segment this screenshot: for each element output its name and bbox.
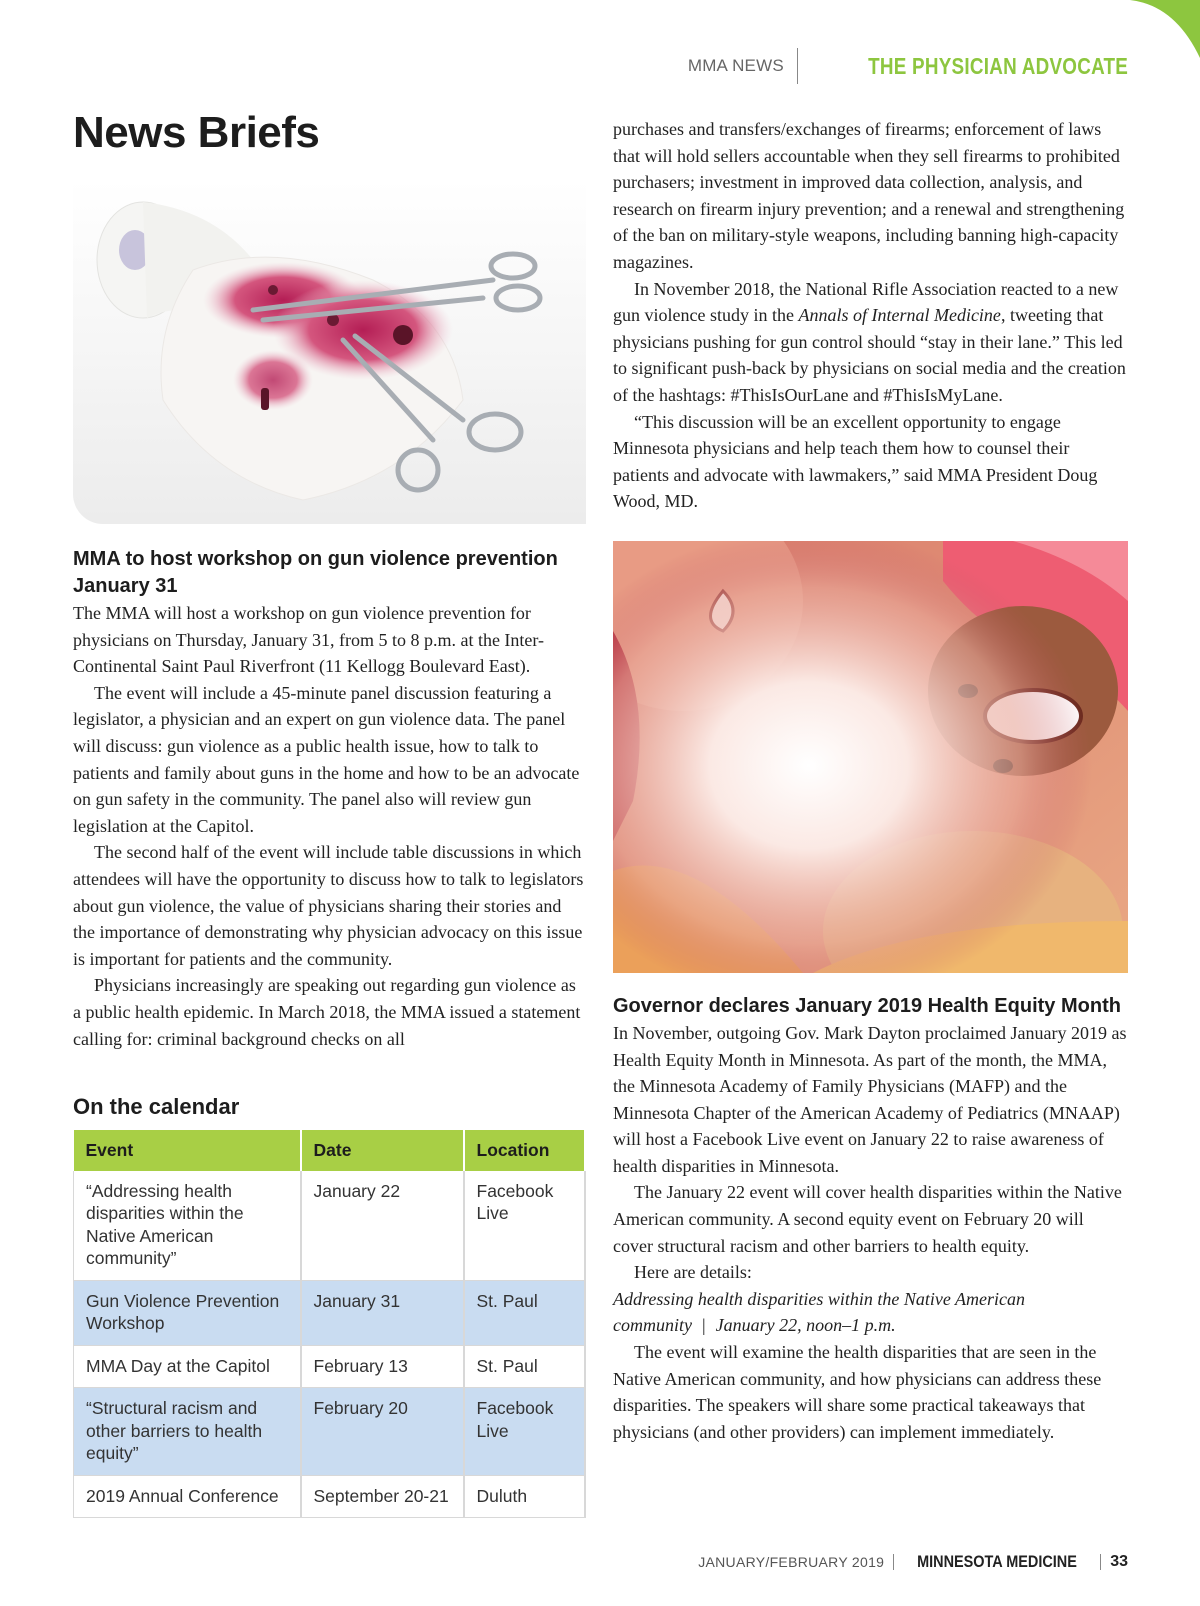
calendar-row — [74, 1280, 586, 1345]
workshop-paragraph: The event will include a 45-minute panel discussion featuring a legislator, a physician and an expert on gun violence data. The panel will discuss: gun violence as a public health issue, how to talk to patients and family about guns in the home and how to be an advocate on gun safety in the community. The panel also will review gun legislation at the Capitol. — [73, 682, 580, 836]
calendar-cell-event: MMA Day at the Capitol — [74, 1345, 301, 1388]
workshop-paragraph: The second half of the event will include table discussions in which attendees will have the opportunity to discuss how to talk to legislators about gun violence, the value of physicians sharing their stories and the importance of demonstrating why physician advocacy on this issue is important for patients and the community. — [73, 842, 584, 969]
calendar-title: On the calendar — [73, 1094, 240, 1120]
calendar-table — [73, 1130, 586, 1518]
issue-date: JANUARY/FEBRUARY 2019 — [698, 1554, 885, 1570]
calendar-cell-date: January 22 — [301, 1171, 464, 1281]
calendar-cell-location: St. Paul — [464, 1345, 586, 1388]
section-label: MMA NEWS — [687, 56, 784, 75]
workshop-paragraph: The MMA will host a workshop on gun violence prevention for physicians on Thursday, January 31, from 5 to 8 p.m. at the Inter-Continental Saint Paul Riverfront (11 Kellogg Boulevard East). — [73, 603, 545, 677]
page-number: 33 — [1110, 1553, 1128, 1570]
workshop-quote: “This discussion will be an excellent opportunity to engage Minnesota physicians and help teach them how to counsel their patients and advocate with lawmakers,” said MMA President Doug Wood, MD. — [613, 411, 1098, 512]
event-details-when: January 22, noon–1 p.m. — [715, 1315, 896, 1336]
nra-text-before: In November 2018, the National Rifle Association reacted to a new gun violence study in the — [613, 278, 1119, 326]
health-equity-headline: Governor declares January 2019 Health Equity Month — [613, 994, 1121, 1017]
calendar-row — [74, 1388, 586, 1476]
workshop-paragraph — [613, 276, 1128, 409]
footer-divider — [893, 1554, 894, 1570]
calendar-cell-event: “Structural racism and other barriers to health equity” — [74, 1388, 301, 1476]
calendar-header-row — [74, 1130, 586, 1171]
calendar-cell-location: St. Paul — [464, 1280, 586, 1345]
calendar-cell-date: February 13 — [301, 1345, 464, 1388]
column-name: THE PHYSICIAN ADVOCATE — [867, 52, 1128, 79]
right-column — [613, 116, 1128, 1445]
calendar-header-location: Location — [464, 1130, 586, 1171]
workshop-paragraph: purchases and transfers/exchanges of firearms; enforcement of laws that will hold sellers accountable when they sell firearms to prohibited purchasers; investment in improved data collection, analysis, and research on firearm injury prevention; and a renewal and strengthening of the ban on military-style weapons, including banning high-capacity magazines. — [613, 119, 1125, 272]
running-head-divider — [797, 48, 798, 84]
calendar-header-event: Event — [74, 1130, 301, 1171]
calendar-cell-date: September 20-21 — [301, 1475, 464, 1518]
running-head — [688, 48, 1128, 84]
left-column — [73, 180, 586, 1518]
calendar-cell-location: Facebook Live — [464, 1171, 586, 1281]
workshop-article-body — [73, 600, 586, 1052]
nra-text-after: , tweeting that physicians pushing for gun control should “stay in their lane.” This led to significant push-back by physicians on social media and the creation of the hashtags: #ThisIsOurLane and #ThisIsMyLane. — [613, 305, 1126, 405]
calendar-cell-location: Facebook Live — [464, 1388, 586, 1476]
surgical-instruments-photo — [73, 180, 586, 524]
calendar-header-date: Date — [301, 1130, 464, 1171]
health-equity-paragraph: The event will examine the health disparities that are seen in the Native American community, and how physicians can address these disparities. The speakers will share some practical takeaways that physicians (and other providers) can implement immediately. — [613, 1342, 1102, 1442]
magazine-name: MINNESOTA MEDICINE — [917, 1552, 1078, 1571]
calendar-cell-date: February 20 — [301, 1388, 464, 1476]
page-footer — [698, 1552, 1128, 1572]
calendar-cell-event: 2019 Annual Conference — [74, 1475, 301, 1518]
children-photo — [613, 541, 1128, 973]
journal-name: Annals of Internal Medicine — [798, 305, 1001, 326]
workshop-headline: MMA to host workshop on gun violence prevention January 31 — [73, 548, 558, 597]
event-details — [613, 1286, 1128, 1339]
health-equity-article-body — [613, 1020, 1128, 1446]
event-details-separator: | — [701, 1315, 706, 1336]
calendar-row — [74, 1345, 586, 1388]
page-title: News Briefs — [73, 108, 320, 157]
health-equity-paragraph: The January 22 event will cover health disparities within the Native American community. A second equity event on February 20 will cover structural racism and other barriers to health equity. — [613, 1182, 1122, 1256]
calendar-row — [74, 1475, 586, 1518]
workshop-article-continued — [613, 116, 1128, 515]
calendar-cell-event: “Addressing health disparities within the Native American community” — [74, 1171, 301, 1281]
calendar-cell-location: Duluth — [464, 1475, 586, 1518]
calendar-row — [74, 1171, 586, 1281]
corner-accent — [1120, 0, 1200, 70]
health-equity-paragraph: Here are details: — [634, 1262, 752, 1283]
calendar-cell-event: Gun Violence Prevention Workshop — [74, 1280, 301, 1345]
footer-divider — [1100, 1554, 1101, 1570]
calendar-cell-date: January 31 — [301, 1280, 464, 1345]
health-equity-paragraph: In November, outgoing Gov. Mark Dayton proclaimed January 2019 as Health Equity Month in Minnesota. As part of the month, the MMA, the Minnesota Academy of Family Physicians (MAFP) and the Minnesota Chapter of the American Academy of Pediatrics (MNAAP) will host a Facebook Live event on January 22 to raise awareness of health disparities in Minnesota. — [613, 1022, 1127, 1176]
event-details-title: Addressing health disparities within the Native American community — [613, 1288, 1025, 1336]
workshop-paragraph: Physicians increasingly are speaking out regarding gun violence as a public health epidemic. In March 2018, the MMA issued a statement calling for: criminal background checks on all — [73, 975, 581, 1049]
